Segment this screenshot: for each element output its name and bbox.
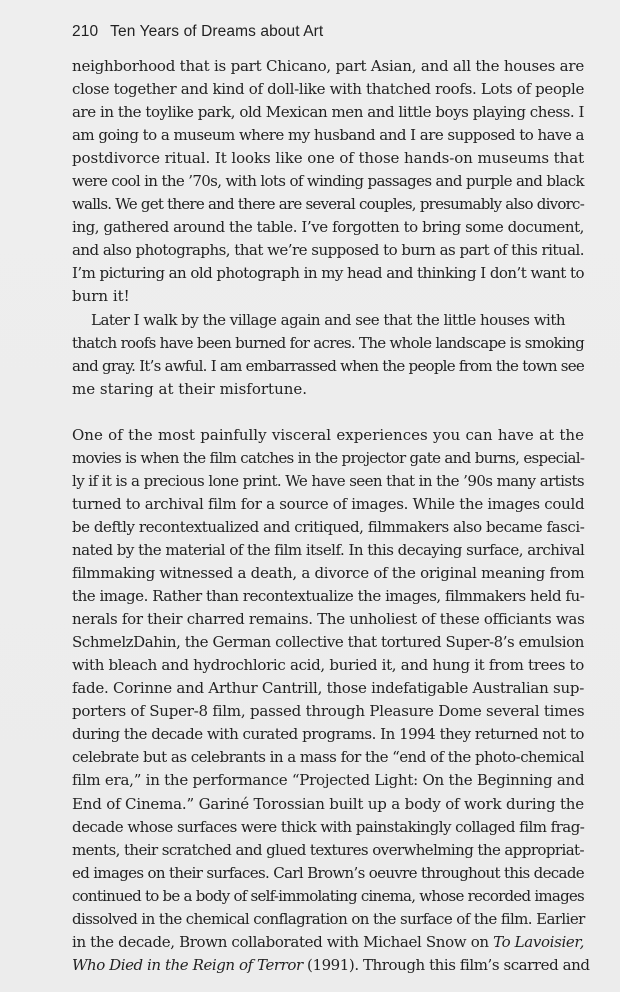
text-line: continued to be a body of self-immolating cinema, whose recorded images (72, 886, 584, 905)
running-title: Ten Years of Dreams about Art (110, 23, 324, 40)
text-line: ly if it is a precious lone print. We have seen that in the ’90s many artists (72, 471, 585, 490)
text-line: close together and kind of doll-like with thatched roofs. Lots of people (72, 80, 584, 99)
text-line: End of Cinema.” Gariné Torossian built up a body of work during the (72, 794, 584, 813)
text-line: be deftly recontextualized and critiqued, filmmakers also became fasci- (72, 517, 585, 536)
text-line: thatch roofs have been burned for acres. The whole landscape is smoking (72, 333, 584, 352)
text-line: One of the most painfully visceral experiences you can have at the (72, 425, 584, 444)
text-line (72, 931, 584, 954)
text-line: filmmaking witnessed a death, a divorce of the original meaning from (72, 564, 585, 583)
text-line: postdivorce ritual. It looks like one of those hands-on museums that (72, 149, 585, 168)
essay-paragraph (72, 424, 584, 954)
text-line: during the decade with curated programs. In 1994 they returned not to (72, 725, 584, 744)
dream-paragraph-1 (72, 55, 584, 309)
text-line: were cool in the ’70s, with lots of winding passages and purple and black (72, 172, 584, 191)
text-line: am going to a museum where my husband and I are supposed to have a (72, 126, 584, 145)
text-line-content: in the decade, Brown collaborated with Michael Snow on (72, 932, 489, 951)
text-line: and also photographs, that we’re supposed to burn as part of this ritual. (72, 241, 585, 260)
text-line: and gray. It’s awful. I am embarrassed when the people from the town see (72, 356, 584, 375)
film-title-part-2: Who Died in the Reign of Terror (72, 955, 303, 974)
text-line: ing, gathered around the table. I’ve forgotten to bring some document, (72, 218, 585, 237)
text-line: turned to archival film for a source of images. While the images could (72, 494, 585, 513)
text-line: me staring at their misfortune. (72, 379, 308, 398)
running-head (72, 23, 323, 41)
text-line: the image. Rather than recontextualize the images, filmmakers held fu- (72, 587, 585, 606)
text-line: ments, their scratched and glued textures overwhelming the appropriat- (72, 840, 584, 859)
body-text (72, 55, 590, 977)
text-line: dissolved in the chemical conflagration on the surface of the film. Earlier (72, 909, 585, 928)
text-line: walls. We get there and there are several couples, presumably also divorc- (72, 195, 585, 214)
text-line: nated by the material of the film itself. In this decaying surface, archival (72, 540, 585, 559)
text-line: film era,” in the performance “Projected Light: On the Beginning and (72, 771, 585, 790)
after-title-text: (1991). Through this film’s scarred and (302, 955, 590, 974)
text-line: burn it! (72, 287, 130, 306)
text-line: I’m picturing an old photograph in my head and thinking I don’t want to (72, 264, 585, 283)
text-line: neighborhood that is part Chicano, part Asian, and all the houses are (72, 57, 584, 75)
section-break (72, 401, 584, 424)
text-line: nerals for their charred remains. The unholiest of these officiants was (72, 610, 585, 629)
text-line: celebrate but as celebrants in a mass for the “end of the photo-chemical (72, 748, 585, 767)
text-line: SchmelzDahin, the German collective that tortured Super-8’s emulsion (72, 633, 585, 652)
text-line: fade. Corinne and Arthur Cantrill, those indefatigable Australian sup- (72, 679, 585, 698)
text-line: porters of Super-8 film, passed through Pleasure Dome several times (72, 702, 585, 721)
film-title-part-1: To Lavoisier, (493, 932, 585, 951)
text-line: decade whose surfaces were thick with painstakingly collaged film frag- (72, 817, 585, 836)
text-line: ed images on their surfaces. Carl Brown’s oeuvre throughout this decade (72, 863, 584, 882)
text-line: with bleach and hydrochloric acid, buried it, and hung it from trees to (72, 656, 584, 675)
text-line: movies is when the film catches in the projector gate and burns, especial- (72, 448, 585, 467)
page-number: 210 (72, 23, 99, 40)
text-line: Later I walk by the village again and see that the little houses with (91, 310, 565, 329)
text-line (72, 954, 590, 977)
text-line: are in the toylike park, old Mexican men and little boys playing chess. I (72, 103, 585, 122)
dream-paragraph-2 (72, 309, 584, 401)
